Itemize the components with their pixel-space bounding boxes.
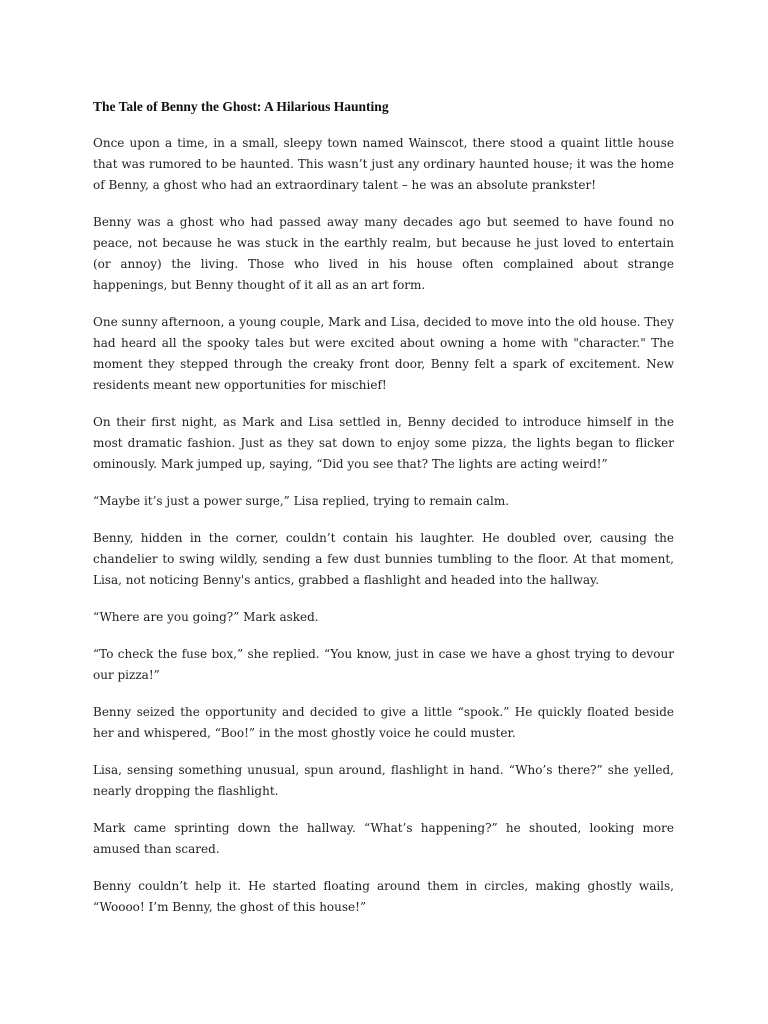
document-title: The Tale of Benny the Ghost: A Hilarious Haunting xyxy=(93,99,389,114)
paragraph: Benny, hidden in the corner, couldn’t contain his laughter. He doubled over, causing the chandelier to swing wildly, sending a few dust bunnies tumbling to the floor. At that moment, Lisa, not noticing Benny's antics, grabbed a flashlight and headed into the hallway. xyxy=(93,531,674,587)
paragraph: Benny seized the opportunity and decided to give a little “spook.” He quickly floated beside her and whispered, “Boo!” in the most ghostly voice he could muster. xyxy=(93,705,674,740)
paragraph: Once upon a time, in a small, sleepy town named Wainscot, there stood a quaint little house that was rumored to be haunted. This wasn’t just any ordinary haunted house; it was the home of Benny, a ghost who had an extraordinary talent – he was an absolute prankster! xyxy=(93,136,674,192)
paragraph: “To check the fuse box,” she replied. “You know, just in case we have a ghost trying to devour our pizza!” xyxy=(93,647,674,682)
paragraph: Benny couldn’t help it. He started floating around them in circles, making ghostly wails, “Woooo! I’m Benny, the ghost of this house!” xyxy=(93,879,674,914)
paragraph: One sunny afternoon, a young couple, Mark and Lisa, decided to move into the old house. They had heard all the spooky tales but were excited about owning a home with "character." The moment they stepped through the creaky front door, Benny felt a spark of excitement. New residents meant new opportunities for mischief! xyxy=(93,315,674,392)
paragraph: Benny was a ghost who had passed away many decades ago but seemed to have found no peace, not because he was stuck in the earthly realm, but because he just loved to entertain (or annoy) the living. Those who lived in his house often complained about strange happenings, but Benny thought of it all as an art form. xyxy=(93,215,674,292)
document-page xyxy=(93,97,674,934)
paragraph: Lisa, sensing something unusual, spun around, flashlight in hand. “Who’s there?” she yelled, nearly dropping the flashlight. xyxy=(93,763,674,798)
paragraph: On their first night, as Mark and Lisa settled in, Benny decided to introduce himself in the most dramatic fashion. Just as they sat down to enjoy some pizza, the lights began to flicker ominously. Mark jumped up, saying, “Did you see that? The lights are acting weird!” xyxy=(93,415,674,471)
paragraph: Mark came sprinting down the hallway. “What’s happening?” he shouted, looking more amused than scared. xyxy=(93,821,674,856)
paragraph: “Maybe it’s just a power surge,” Lisa replied, trying to remain calm. xyxy=(93,494,510,508)
paragraph: “Where are you going?” Mark asked. xyxy=(93,610,319,624)
